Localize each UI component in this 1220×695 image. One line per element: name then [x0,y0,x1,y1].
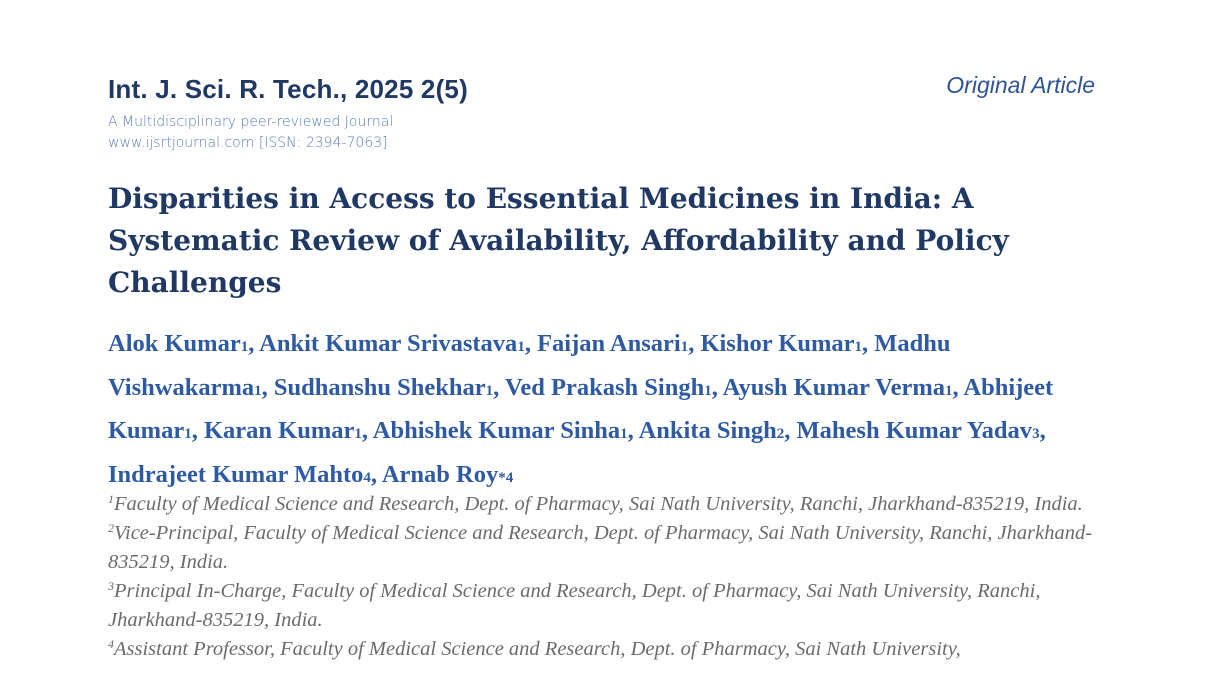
author-name-text: Ankit Kumar Srivastava [259,330,518,357]
affiliation-number: 1 [108,492,114,506]
author-name [259,330,525,357]
journal-citation: Int. J. Sci. R. Tech., 2025 2(5) [108,74,468,104]
author-name-text: Arnab Roy [381,460,499,488]
affiliation-item [108,519,1098,577]
author-name [723,374,953,401]
affiliation-number: 2 [108,521,114,535]
author-name-text: Faijan Ansari [537,330,681,357]
author-name-text: Madhu Vishwakarma [108,330,951,401]
author-affiliation-marker: 1 [620,426,628,442]
author-name-text: Alok Kumar [108,330,241,357]
author-name-text: Sudhanshu Shekhar [273,373,486,401]
author-affiliation-marker: 1 [184,426,192,442]
author-affiliation-marker: 1 [485,382,494,399]
affiliation-number: 4 [108,637,114,651]
author-name [108,330,248,357]
author-name [108,461,371,488]
affiliation-item [108,635,1098,664]
author-affiliation-marker: 1 [517,339,525,355]
author-name-text: Indrajeet Kumar Mahto [108,460,364,488]
author-name-text: Karan Kumar [203,417,355,444]
author-affiliation-marker: 1 [944,382,953,399]
author-affiliation-marker: 3 [1032,426,1040,442]
journal-website: www.ijsrtjournal.com [ISSN: 2394-7063] [108,135,388,151]
author-affiliation-marker: 1 [704,382,712,399]
author-name [700,330,862,357]
author-affiliation-marker: 1 [680,339,689,355]
journal-subtitle: A Multidisciplinary peer-reviewed Journal [108,114,394,130]
affiliation-text: Principal In-Charge, Faculty of Medical Science and Research, Dept. of Pharmacy, Sai Nath University, Ranchi, Jharkhand-835219, India. [108,580,1041,631]
author-name-text: Mahesh Kumar Yadav [796,417,1033,444]
author-affiliation-marker: 1 [854,339,862,355]
author-affiliation-marker: 4 [363,469,371,486]
affiliation-text: Faculty of Medical Science and Research, Dept. of Pharmacy, Sai Nath University, Ranchi, Jharkhand-835219, India. [114,493,1083,515]
author-name [797,417,1040,444]
author-name-text: Abhishek Kumar Sinha [372,417,621,444]
affiliation-item [108,490,1098,519]
author-affiliation-marker: 2 [776,426,785,442]
author-affiliation-marker: *4 [498,469,514,486]
author-name-text: Abhijeet Kumar [108,373,1054,444]
author-name [505,374,712,401]
author-name-text: Kishor Kumar [700,330,855,357]
author-name [537,330,688,357]
author-name [382,461,513,488]
author-name [274,374,493,401]
affiliation-item [108,577,1098,635]
affiliation-list [108,490,1098,664]
author-name [373,417,628,444]
author-affiliation-marker: 1 [240,339,249,355]
author-name [639,417,785,444]
author-name-text: Ved Prakash Singh [504,373,705,401]
paper-title: Disparities in Access to Essential Medicines in India: A Systematic Review of Availability, Affordability and Policy Challenges [108,182,1009,299]
affiliation-text: Assistant Professor, Faculty of Medical Science and Research, Dept. of Pharmacy, Sai Nath University, [114,638,961,660]
author-name-text: Ankita Singh [638,417,777,444]
author-name-text: Ayush Kumar Verma [722,373,945,401]
article-type-label: Original Article [946,72,1095,98]
affiliation-number: 3 [108,579,114,593]
author-list: Alok Kumar1, Ankit Kumar Srivastava1, Faijan Ansari1, Kishor Kumar1, Madhu Vishwakarma1, Sudhanshu Shekhar1, Ved Prakash Singh1, Ayush Kumar Verma1, Abhijeet Kumar1, Karan Kumar1, Abhishek Kumar Sinha1, Ankita Singh2, Mahesh Kumar Yadav3, Indrajeet Kumar Mahto4, Arnab Roy*4 [108,330,1054,488]
affiliation-text: Vice-Principal, Faculty of Medical Science and Research, Dept. of Pharmacy, Sai Nath University, Ranchi, Jharkhand-835219, India. [108,522,1093,573]
author-name [204,417,362,444]
author-affiliation-marker: 1 [254,382,262,399]
author-affiliation-marker: 1 [354,426,362,442]
